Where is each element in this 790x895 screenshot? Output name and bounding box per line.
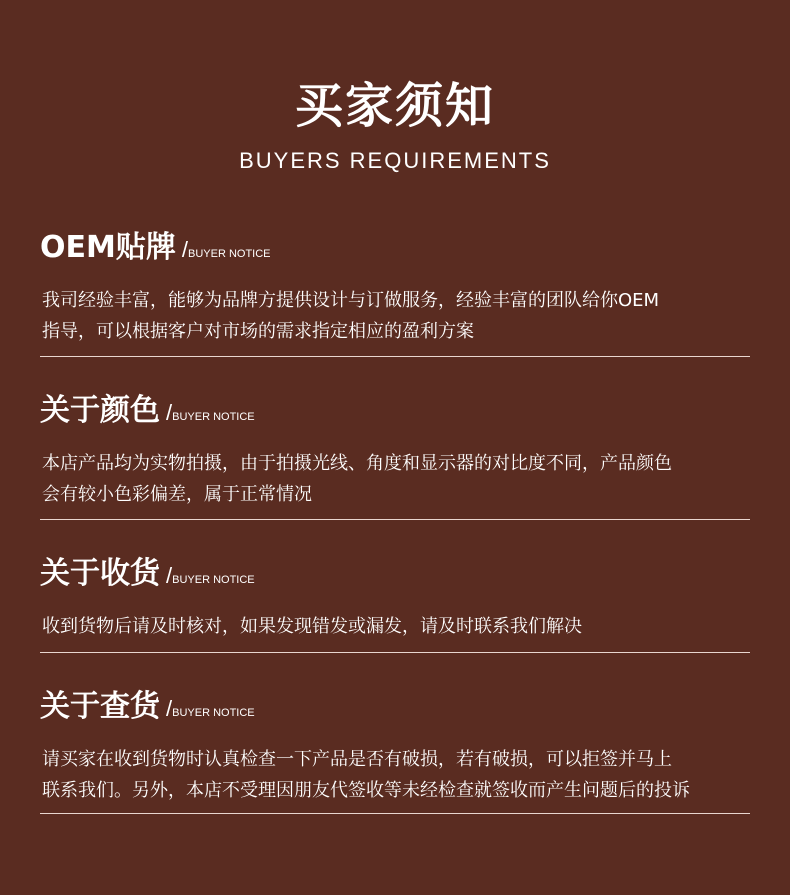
section-line: 收到货物后请及时核对，如果发现错发或漏发，请及时联系我们解决: [42, 616, 582, 637]
section-slash: /: [166, 696, 173, 721]
page-subtitle: BUYERS REQUIREMENTS: [239, 148, 551, 173]
divider: [40, 652, 750, 653]
section-title: OEM贴牌: [40, 230, 176, 265]
divider: [40, 356, 750, 357]
section-tag: BUYER NOTICE: [172, 411, 255, 423]
section-line: 联系我们。另外，本店不受理因朋友代签收等未经检查就签收而产生问题后的投诉: [42, 780, 690, 801]
section-heading: [40, 391, 255, 437]
section-body: [42, 744, 772, 806]
section-tag: BUYER NOTICE: [172, 707, 255, 719]
section-title: 关于收货: [40, 556, 160, 591]
divider: [40, 813, 750, 814]
section-heading: [40, 554, 255, 600]
divider: [40, 519, 750, 520]
section-body: [42, 611, 772, 642]
section-line: 本店产品均为实物拍摄，由于拍摄光线、角度和显示器的对比度不同，产品颜色: [42, 453, 672, 474]
section-line: 会有较小色彩偏差，属于正常情况: [42, 484, 312, 505]
section-line: 指导，可以根据客户对市场的需求指定相应的盈利方案: [42, 321, 474, 342]
section-title: 关于颜色: [40, 393, 160, 428]
section-tag: BUYER NOTICE: [187, 248, 271, 260]
section-line: 请买家在收到货物时认真检查一下产品是否有破损，若有破损，可以拒签并马上: [42, 749, 672, 770]
section-body: [42, 285, 772, 347]
section-title: 关于查货: [40, 689, 160, 724]
section-tag: BUYER NOTICE: [172, 574, 255, 586]
section-body: [42, 448, 772, 510]
section-slash: /: [166, 563, 173, 588]
section-heading: [40, 228, 271, 274]
section-slash: /: [181, 237, 188, 262]
section-heading: [40, 687, 255, 733]
page-title: 买家须知: [294, 78, 495, 134]
section-slash: /: [166, 400, 173, 425]
section-line: 我司经验丰富，能够为品牌方提供设计与订做服务，经验丰富的团队给你OEM: [42, 290, 660, 311]
